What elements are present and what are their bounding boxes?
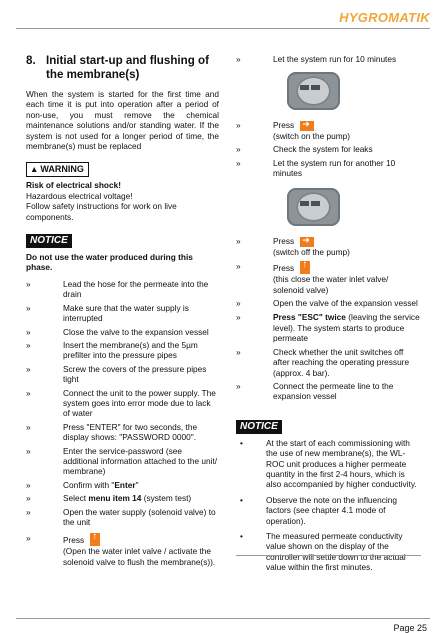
- right-column: [236, 54, 421, 578]
- step-text-bold: menu item 14: [88, 493, 142, 504]
- step-item-press: [236, 236, 421, 257]
- right-step-list-c: [236, 236, 421, 401]
- press-label: Press: [273, 236, 295, 247]
- warning-line-2: Follow safety instructions for work on live components.: [26, 201, 177, 222]
- step-item: [26, 303, 219, 324]
- step-item: [26, 364, 219, 385]
- warning-badge: [26, 162, 89, 177]
- controller-dial: [296, 192, 331, 222]
- press-detail: (switch on the pump): [273, 130, 351, 141]
- step-item: [236, 54, 421, 64]
- bullet-item: [236, 531, 421, 573]
- step-text: Close the valve to the expansion vessel: [63, 326, 209, 337]
- step-marker: »: [236, 298, 241, 309]
- step-text-post: ": [135, 479, 139, 490]
- controller-screen: [311, 201, 320, 206]
- step-item: [236, 347, 421, 378]
- controller-screen: [311, 85, 320, 90]
- step-item-press: [236, 261, 421, 295]
- header-rule: [16, 28, 430, 29]
- bullet-marker: •: [240, 437, 243, 448]
- bullet-text: At the start of each commissioning with the use of new membrane(s), the WL-ROC unit produces a higher permeate quantity in the first 2-4 hours, which is also accompanied by higher conductivity.: [266, 437, 417, 490]
- bullet-text: The measured permeate conductivity value shown on the display of the controller will settle down to the actual value within the first minutes.: [266, 530, 406, 573]
- step-text: Connect the unit to the power supply. The system goes into error mode due to lack of water: [63, 387, 216, 419]
- step-text: Make sure that the water supply is interrupted: [63, 302, 189, 324]
- step-marker: »: [26, 445, 31, 456]
- step-text: Open the valve of the expansion vessel: [273, 298, 418, 309]
- step-text: Lead the hose for the permeate into the drain: [63, 278, 209, 300]
- step-item: [26, 507, 219, 528]
- step-marker: »: [26, 479, 31, 490]
- brand-logo: [339, 9, 430, 25]
- step-marker: »: [26, 533, 31, 544]
- step-text: Check the system for leaks: [273, 144, 373, 155]
- step-text: Let the system run for 10 minutes: [273, 54, 397, 64]
- step-marker: »: [236, 157, 241, 168]
- step-item: [26, 327, 219, 337]
- section-heading: [26, 54, 219, 82]
- step-item: [26, 279, 219, 300]
- step-text-pre: Confirm with ": [63, 479, 115, 490]
- step-marker: »: [236, 261, 241, 272]
- step-marker: »: [236, 120, 241, 131]
- step-marker: »: [26, 387, 31, 398]
- step-marker: »: [26, 339, 31, 350]
- warning-badge-label: WARNING: [40, 164, 84, 175]
- step-item: [236, 381, 421, 402]
- press-line: [273, 120, 421, 130]
- brand-logo-text: HYGROMATIK: [339, 9, 430, 25]
- step-item: [26, 446, 219, 477]
- step-text: Enter the service-password (see additional information attached to the unit/ membrane): [63, 445, 218, 477]
- step-text: Connect the permeate line to the expansion vessel: [273, 380, 394, 402]
- right-step-list-a: [236, 54, 421, 64]
- step-text-post: (leaving the service level). The system starts to produce permeate: [273, 312, 420, 344]
- step-marker: »: [26, 302, 31, 313]
- step-text: Screw the covers of the pressure pipes tight: [63, 363, 207, 385]
- step-item: [26, 493, 219, 503]
- step-marker: »: [26, 493, 31, 504]
- step-marker: »: [236, 346, 241, 357]
- warning-line-1: Hazardous electrical voltage!: [26, 190, 133, 201]
- controller-display-image: [287, 72, 340, 110]
- section-number: 8.: [26, 54, 36, 67]
- step-item-press: [26, 533, 219, 567]
- step-text: [63, 480, 219, 490]
- arrow-up-button-icon: [300, 261, 310, 274]
- left-column: [26, 54, 219, 570]
- step-marker: »: [236, 54, 241, 64]
- press-line: [273, 236, 421, 246]
- step-marker: »: [26, 363, 31, 374]
- notice-end-rule: [236, 555, 421, 556]
- step-item: [236, 158, 421, 179]
- step-marker: »: [236, 380, 241, 391]
- notice-badge: NOTICE: [26, 234, 72, 248]
- step-marker: »: [26, 326, 31, 337]
- bullet-marker: •: [240, 530, 243, 541]
- step-marker: »: [26, 506, 31, 517]
- controller-screen: [300, 201, 309, 206]
- step-text: Press "ENTER" for two seconds, the display shows: "PASSWORD 0000".: [63, 421, 198, 443]
- press-label: Press: [63, 534, 85, 545]
- step-marker: »: [26, 278, 31, 289]
- left-step-list: [26, 279, 219, 567]
- step-text-bold: Enter: [114, 479, 136, 490]
- step-text: Open the water supply (solenoid valve) to the unit: [63, 506, 216, 527]
- step-item: [26, 340, 219, 361]
- step-marker: »: [26, 421, 31, 432]
- controller-screen: [300, 85, 309, 90]
- step-marker: »: [236, 236, 241, 247]
- controller-dial: [296, 76, 331, 106]
- warning-triangle-icon: ▲: [30, 164, 39, 175]
- step-item: [26, 388, 219, 419]
- section-title: Initial start-up and flushing of the membrane(s): [46, 54, 209, 81]
- step-text: [273, 120, 421, 141]
- bullet-text: Observe the note on the influencing factors (see chapter 4.1 mode of operation).: [266, 494, 397, 526]
- step-text: [273, 312, 421, 343]
- notice-text: Do not use the water produced during this phase.: [26, 252, 193, 273]
- arrow-up-button-icon: [90, 533, 100, 546]
- right-step-list-b: [236, 120, 421, 178]
- notice-section-2: [236, 416, 421, 573]
- press-detail: (this close the water inlet valve/ solenoid valve): [273, 274, 389, 295]
- press-line: [273, 261, 421, 274]
- bullet-marker: •: [240, 494, 243, 505]
- warning-text: [26, 180, 219, 222]
- step-text: [273, 261, 421, 295]
- step-text: [273, 236, 421, 257]
- step-item: [26, 422, 219, 443]
- arrow-right-button-icon: [300, 237, 314, 247]
- section-intro: When the system is started for the first time and each time it is put into operation after a period of non-use, you must remove the chemical maintenance solutions and/or standing water. If the system is not used for a longer period of time, the membrane(s) must be replaced: [26, 89, 219, 152]
- notice-badge: NOTICE: [236, 420, 282, 434]
- step-item: [236, 312, 421, 343]
- step-item-press: [236, 120, 421, 141]
- press-label: Press: [273, 262, 295, 273]
- press-detail: (switch off the pump): [273, 246, 350, 257]
- step-item: [236, 144, 421, 154]
- bullet-item: [236, 495, 421, 526]
- step-marker: »: [236, 312, 241, 323]
- press-detail: (Open the water inlet valve / activate the solenoid valve to flush the membrane(s)).: [63, 546, 216, 567]
- step-marker: »: [236, 144, 241, 155]
- bullet-item: [236, 438, 421, 490]
- step-text: Let the system run for another 10 minutes: [273, 157, 396, 179]
- press-label: Press: [273, 120, 295, 131]
- warning-title: Risk of electrical shock!: [26, 180, 121, 191]
- step-text: Insert the membrane(s) and the 5µm prefilter into the pressure pipes: [63, 339, 198, 361]
- step-text-bold: Press "ESC" twice: [273, 312, 346, 323]
- controller-display-image: [287, 188, 340, 226]
- footer-rule: [16, 618, 430, 619]
- step-text: [63, 533, 219, 567]
- step-text: [63, 493, 219, 503]
- step-item: [26, 480, 219, 490]
- press-line: [63, 533, 219, 546]
- page-number: Page 25: [393, 623, 427, 633]
- step-item: [236, 298, 421, 308]
- step-text-post: (system test): [141, 493, 192, 504]
- notice-bullet-list: [236, 438, 421, 573]
- step-text: Check whether the unit switches off after reaching the operating pressure (approx. 4 bar).: [273, 346, 410, 378]
- arrow-right-button-icon: [300, 121, 314, 131]
- step-text-pre: Select: [63, 493, 89, 504]
